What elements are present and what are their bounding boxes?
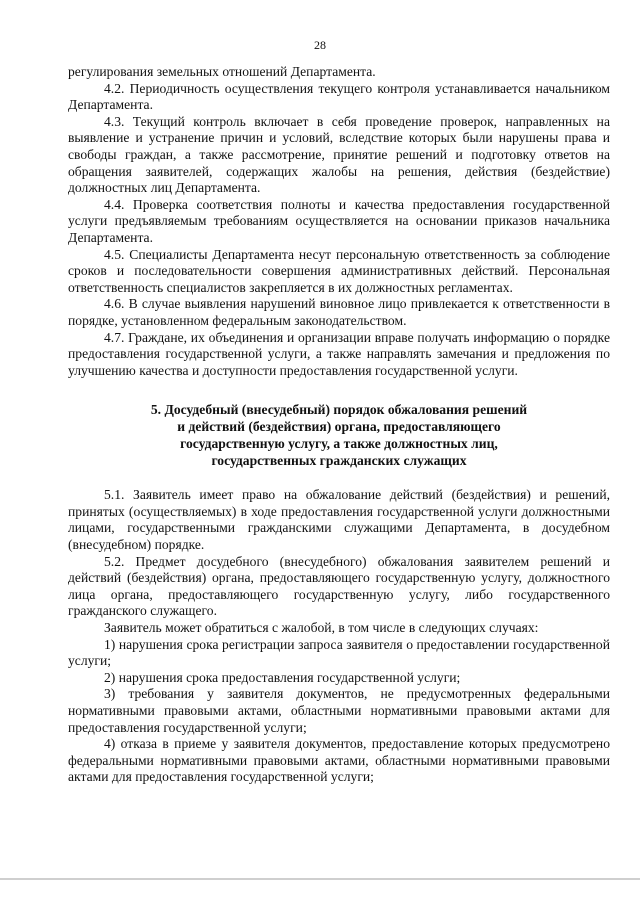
paragraph: 4.3. Текущий контроль включает в себя проведение проверок, направленных на выявление и устранение причин и условий, вследствие которых были нарушены права и свободы граждан, а также рассмотрение, принятие решений и подготовку ответов на обращения заявителей, содержащих жалобы на решения, действия (бездействие) должностных лиц Департамента. (68, 113, 610, 196)
paragraph: 3) требования у заявителя документов, не предусмотренных федеральными нормативными правовыми актами, областными нормативными правовыми актами для предоставления государственной услуги; (68, 686, 610, 735)
paragraph: 1) нарушения срока регистрации запроса заявителя о предоставлении государственной услуги; (68, 636, 610, 669)
scan-bottom-edge (0, 878, 640, 880)
section-4-paragraphs (68, 64, 610, 379)
paragraph: 2) нарушения срока предоставления государственной услуги; (104, 669, 461, 685)
heading-line: государственную услугу, а также должностных лиц, (180, 436, 498, 452)
heading-line: государственных гражданских служащих (211, 453, 467, 469)
paragraph: Заявитель может обратиться с жалобой, в том числе в следующих случаях: (104, 620, 539, 636)
page-number: 28 (314, 38, 326, 52)
paragraph: регулирования земельных отношений Департамента. (68, 64, 376, 79)
paragraph: 5.1. Заявитель имеет право на обжалование действий (бездействия) и решений, принятых (осуществляемых) в ходе предоставления государственной услуги должностными лицами, государственными гражданскими служащими Департамента, в досудебном (внесудебном) порядке. (68, 487, 610, 553)
heading-line: 5. Досудебный (внесудебный) порядок обжалования решений (150, 402, 528, 418)
paragraph: 5.2. Предмет досудебного (внесудебного) обжалования заявителем решений и действий (бездействия) органа, предоставляющего государственную услугу, должностного лица органа, предоставляющего государственную услугу, либо государственного гражданского служащего. (68, 553, 610, 619)
paragraph: 4.7. Граждане, их объединения и организации вправе получать информацию о порядке предоставления государственной услуги, а также направлять замечания и предложения по улучшению качества и доступности предоставления государственной услуги. (68, 329, 610, 378)
document-body (68, 64, 610, 786)
paragraph: 4) отказа в приеме у заявителя документов, предоставление которых предусмотрено федеральными нормативными правовыми актами, областными нормативными правовыми актами для предоставления государственной услуги; (68, 736, 610, 785)
paragraph: 4.6. В случае выявления нарушений виновное лицо привлекается к ответственности в порядке, установленном федеральным законодательством. (68, 296, 610, 328)
paragraph: 4.4. Проверка соответствия полноты и качества предоставления государственной услуги предъявляемым требованиям осуществляется на основании приказов начальника Департамента. (68, 196, 610, 245)
paragraph: 4.2. Периодичность осуществления текущего контроля устанавливается начальником Департамента. (68, 80, 610, 113)
section-5-paragraphs (68, 487, 610, 786)
section-5-heading (68, 401, 610, 469)
paragraph: 4.5. Специалисты Департамента несут персональную ответственность за соблюдение сроков и последовательности совершения административных действий. Персональная ответственность специалистов закрепляется в их должностных регламентах. (68, 246, 610, 295)
heading-line: и действий (бездействия) органа, предоставляющего (177, 419, 501, 435)
